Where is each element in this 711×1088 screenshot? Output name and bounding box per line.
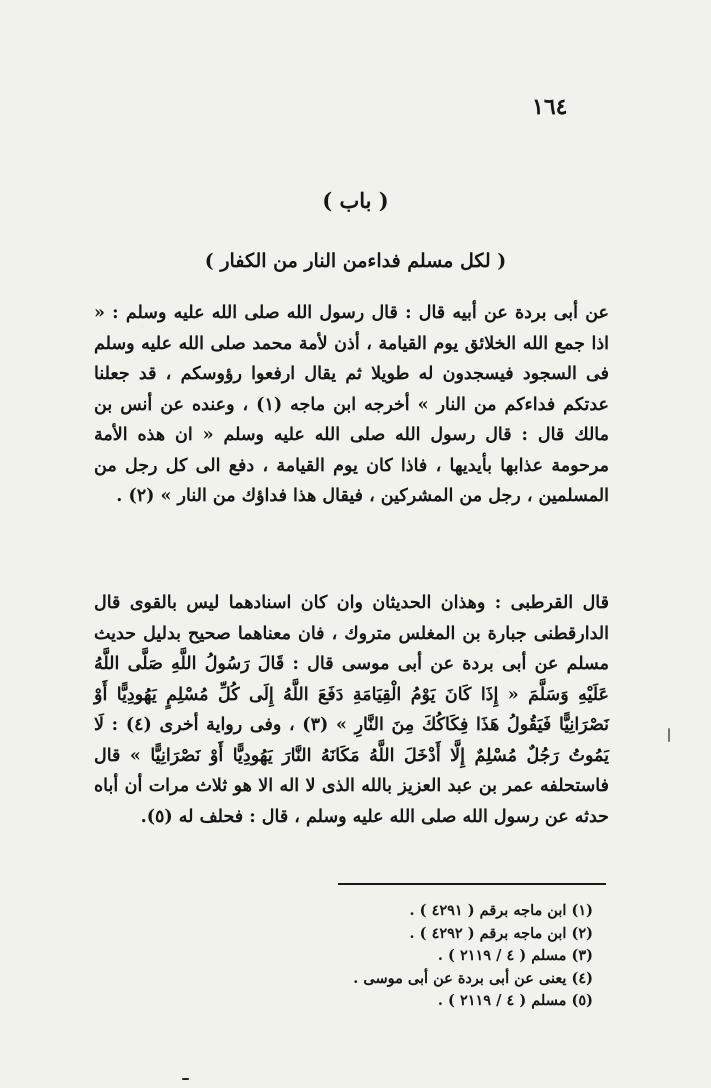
paragraph-commentary: قال القرطبى : وهذان الحديثان وان كان اسنادهما ليس بالقوى قال الدارقطنى جبارة بن المغلس متروك ، فان معناهما صحيح بدليل حديث مسلم عن أبى بردة عن أبى موسى قال : قَالَ رَسُولُ اللَّهِ صَلَّى اللَّهُ عَلَيْهِ وَسَلَّمَ « إِذَا كَانَ يَوْمُ الْقِيَامَةِ دَفَعَ اللَّهُ إِلَى كُلِّ مُسْلِمٍ يَهُودِيًّا أَوْ نَصْرَانِيًّا فَيَقُولُ هَذَا فِكَاكُكَ مِنَ النَّارِ » (٣) ، وفى رواية أخرى (٤) : لَا يَمُوتُ رَجُلٌ مُسْلِمٌ إِلَّا أَدْخَلَ اللَّهُ مَكَانَهُ النَّارَ يَهُودِيًّا أَوْ نَصْرَانِيًّا » قال فاستحلفه عمر بن عبد العزيز بالله الذى لا اله الا هو ثلاث مرات أن أباه حدثه عن رسول الله صلى الله عليه وسلم ، قال : فحلف له (٥). [94, 593, 609, 827]
chapter-subtitle: ( لكل مسلم فداءمن النار من الكفار ) [204, 250, 507, 272]
page-number: ١٦٤ [532, 94, 568, 120]
footnote-item: (٣) مسلم ( ٤ / ٢١١٩ ) . [437, 947, 593, 965]
footnotes-list [293, 900, 593, 1013]
footnote-item: (٤) يعنى عن أبى بردة عن أبى موسى . [353, 969, 593, 987]
footnote-separator [338, 883, 606, 885]
footnote-item: (٥) مسلم ( ٤ / ٢١١٩ ) . [437, 992, 593, 1010]
scan-speck [668, 728, 670, 742]
paragraph-hadith: عن أبى بردة عن أبيه قال : قال رسول الله صلى الله عليه وسلم : « اذا جمع الله الخلائق يوم القيامة ، أذن لأمة محمد صلى الله عليه وسلم فى السجود فيسجدون له طويلا ثم يقال ارفعوا رؤوسكم ، قد جعلنا عدتكم فداءكم من النار » أخرجه ابن ماجه (١) ، وعنده عن أنس بن مالك قال : قال رسول الله صلى الله عليه وسلم « ان هذه الأمة مرحومة عذابها بأيديها ، فاذا كان يوم القيامة ، دفع الى كل رجل من المسلمين ، رجل من المشركين ، فيقال هذا فداؤك من النار » (٢) . [94, 303, 609, 506]
footnote-item: (١) ابن ماجه برقم ( ٤٢٩١ ) . [409, 902, 593, 919]
scan-speck [182, 1078, 189, 1080]
footnote-item: (٢) ابن ماجه برقم ( ٤٢٩٢ ) . [409, 924, 593, 942]
chapter-heading: ( باب ) [322, 188, 389, 213]
